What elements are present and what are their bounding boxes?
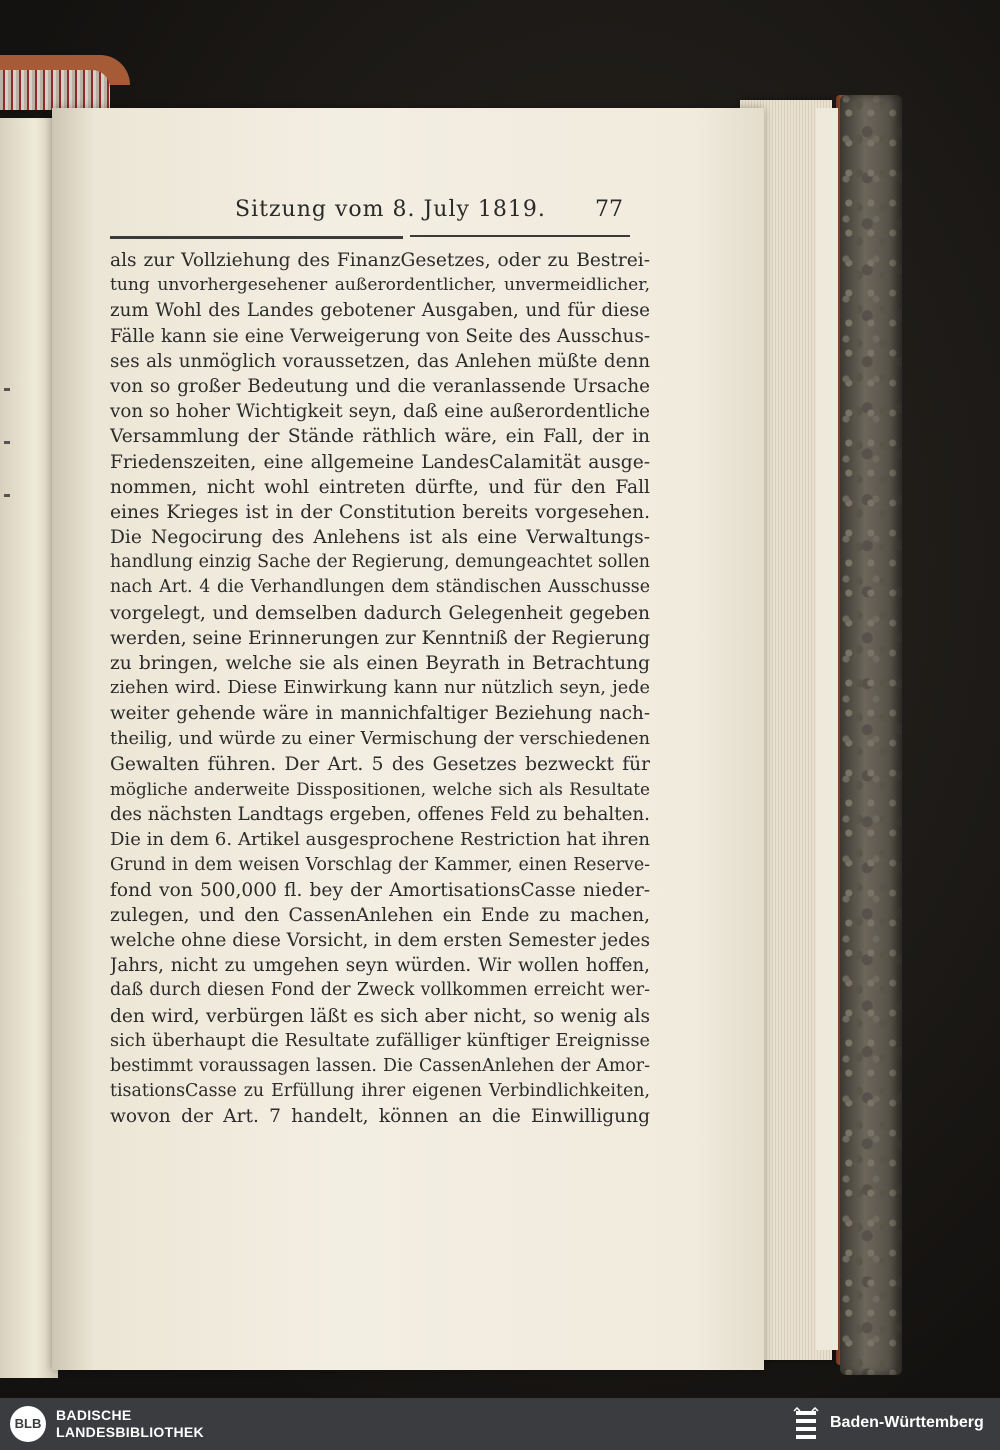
text-line: welche ohne diese Vorsicht, in dem ersten Semester jedes — [110, 930, 650, 952]
text-line: des nächsten Landtags ergeben, offenes Feld zu behalten. — [110, 804, 650, 826]
text-line: eines Krieges ist in der Constitution bereits vorgesehen. — [110, 501, 650, 523]
text-line: zu bringen, welche sie als einen Beyrath in Betrachtung — [110, 653, 650, 674]
page-block-edge — [816, 108, 838, 1350]
page-header — [235, 197, 675, 227]
header-rule-right — [410, 235, 630, 237]
library-name-line2: LANDESBIBLIOTHEK — [56, 1424, 204, 1440]
text-line: nommen, nicht wohl eintreten dürfte, und für den Fall — [110, 476, 650, 498]
text-line: wovon der Art. 7 handelt, können an die Einwilligung — [110, 1106, 650, 1128]
text-line: bestimmt voraussagen lassen. Die CassenAnlehen der Amor- — [110, 1056, 650, 1076]
text-line: Gewalten führen. Der Art. 5 des Gesetzes bezweckt für — [110, 753, 650, 775]
text-line: tisationsCasse zu Erfüllung ihrer eigenen Verbindlichkeiten, — [110, 1081, 650, 1102]
library-name-line1: BADISCHE — [56, 1407, 132, 1423]
left-page — [0, 118, 58, 1378]
text-line: Grund in dem weisen Vorschlag der Kammer, einen Reserve- — [110, 854, 650, 875]
headband — [0, 70, 110, 110]
text-line: Fälle kann sie eine Verweigerung von Seite des Ausschus- — [110, 325, 650, 347]
text-line: sich überhaupt die Resultate zufälliger künftiger Ereignisse — [110, 1030, 650, 1051]
text-line: werden, seine Erinnerungen zur Kenntniß der Regierung — [110, 627, 650, 649]
text-line: als zur Vollziehung des FinanzGesetzes, oder zu Bestrei- — [110, 250, 650, 271]
header-rule-left — [110, 236, 403, 239]
text-line: ses als unmöglich voraussetzen, das Anlehen müßte denn — [110, 350, 650, 372]
text-line: Jahrs, nicht zu umgehen seyn würden. Wir wollen hoffen, — [110, 955, 650, 977]
text-line: Friedenszeiten, eine allgemeine LandesCalamität ausge- — [110, 451, 650, 473]
state-emblem-icon[interactable] — [793, 1407, 819, 1441]
text-line: zulegen, und den CassenAnlehen ein Ende zu machen, — [110, 904, 650, 926]
running-head: Sitzung vom 8. July 1819. — [235, 197, 546, 222]
text-line: handlung einzig Sache der Regierung, demungeachtet sollen — [110, 552, 650, 573]
left-page-marks — [4, 388, 14, 547]
marbled-cover — [840, 95, 902, 1375]
text-line: theilig, und würde zu einer Vermischung der verschiedenen — [110, 728, 650, 749]
library-name[interactable] — [56, 1407, 204, 1441]
state-name[interactable]: Baden-Württemberg — [830, 1414, 984, 1431]
text-line: Die Negocirung des Anlehens ist als eine Verwaltungs- — [110, 527, 650, 549]
text-line: weiter gehende wäre in mannichfaltiger Beziehung nach- — [110, 703, 650, 725]
page-number: 77 — [595, 197, 623, 222]
text-line: den wird, verbürgen läßt es sich aber nicht, so wenig als — [110, 1005, 650, 1027]
footer-bar — [0, 1398, 1000, 1450]
text-line: Versammlung der Stände räthlich wäre, ein Fall, der in — [110, 426, 650, 448]
body-text — [110, 248, 650, 1130]
text-line: vorgelegt, und demselben dadurch Gelegenheit gegeben — [110, 602, 650, 624]
text-line: nach Art. 4 die Verhandlungen dem ständischen Ausschusse — [110, 577, 650, 598]
text-line: von so hoher Wichtigkeit seyn, daß eine außerordentliche — [110, 401, 650, 423]
text-line: zum Wohl des Landes gebotener Ausgaben, und für diese — [110, 300, 650, 322]
text-line: mögliche anderweite Disspositionen, welche sich als Resultate — [110, 778, 650, 799]
text-line: ziehen wird. Diese Einwirkung kann nur nützlich seyn, jede — [110, 678, 650, 699]
text-line: Die in dem 6. Artikel ausgesprochene Restriction hat ihren — [110, 829, 650, 851]
text-line: fond von 500,000 fl. bey der AmortisationsCasse nieder- — [110, 879, 650, 901]
text-line: von so großer Bedeutung und die veranlassende Ursache — [110, 375, 650, 397]
text-line: daß durch diesen Fond der Zweck vollkommen erreicht wer- — [110, 980, 650, 1001]
blb-logo[interactable]: BLB — [10, 1406, 46, 1442]
text-line: tung unvorhergesehener außerordentlicher, unvermeidlicher, — [110, 275, 650, 296]
